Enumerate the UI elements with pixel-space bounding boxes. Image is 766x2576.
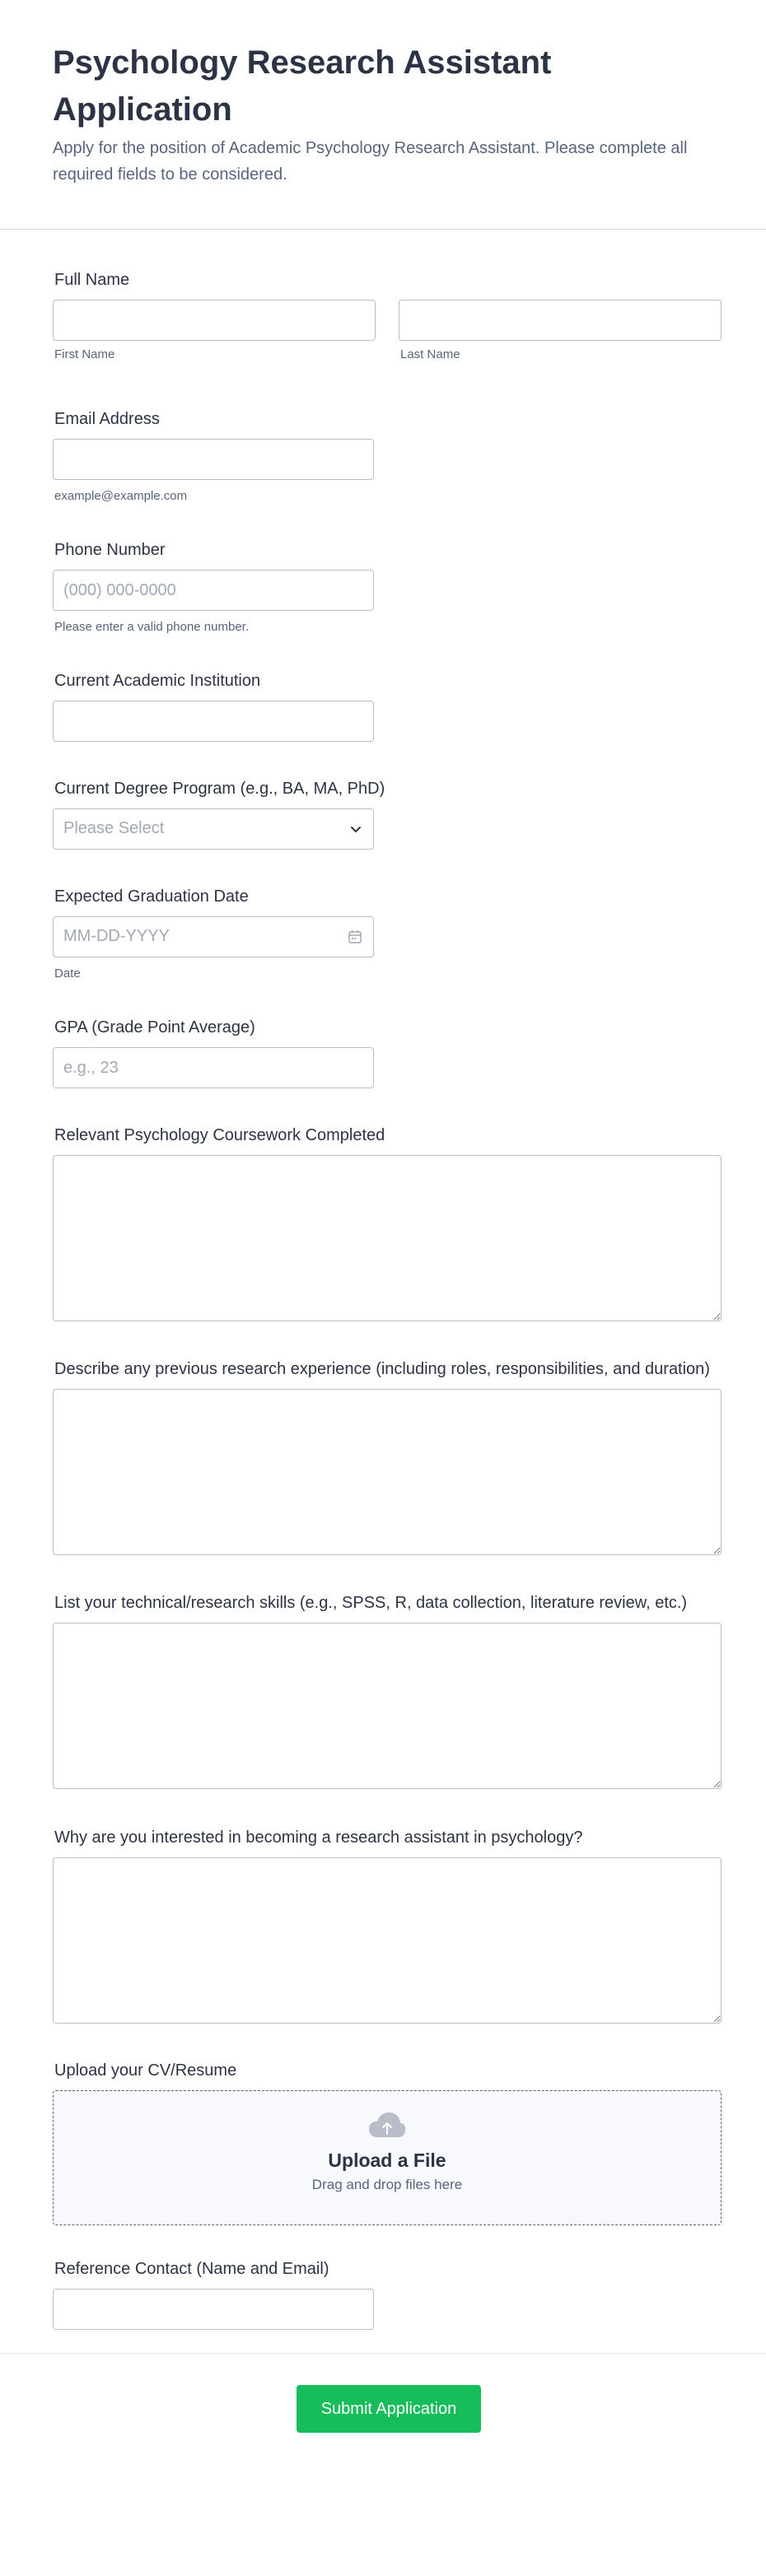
last-name-sublabel: Last Name bbox=[400, 347, 460, 361]
graduation-date-input[interactable] bbox=[53, 916, 374, 957]
cv-field bbox=[53, 2060, 720, 2225]
first-name-input[interactable] bbox=[53, 300, 376, 341]
skills-label: List your technical/research skills (e.g., SPSS, R, data collection, literature review, etc.) bbox=[54, 1594, 688, 1612]
page-subtitle: Apply for the position of Academic Psychology Research Assistant. Please complete all required fields to be considered. bbox=[53, 139, 688, 184]
upload-title: Upload a File bbox=[328, 2150, 446, 2171]
degree-select[interactable] bbox=[53, 808, 374, 850]
institution-label: Current Academic Institution bbox=[54, 672, 261, 690]
email-label: Email Address bbox=[54, 410, 160, 428]
full-name-label: Full Name bbox=[54, 271, 130, 289]
skills-textarea[interactable] bbox=[53, 1623, 722, 1789]
interest-label: Why are you interested in becoming a research assistant in psychology? bbox=[54, 1828, 583, 1847]
graduation-sublabel: Date bbox=[54, 967, 81, 981]
experience-textarea[interactable] bbox=[53, 1389, 722, 1555]
phone-field bbox=[53, 539, 720, 636]
institution-field bbox=[53, 670, 720, 742]
first-name-sublabel: First Name bbox=[54, 347, 115, 361]
cloud-upload-icon bbox=[367, 2111, 407, 2140]
form-footer bbox=[0, 2353, 766, 2476]
upload-subtitle: Drag and drop files here bbox=[311, 2177, 463, 2192]
last-name-input[interactable] bbox=[399, 300, 722, 341]
skills-field bbox=[53, 1593, 720, 1789]
full-name-field bbox=[53, 269, 720, 378]
chevron-down-icon bbox=[348, 822, 363, 836]
graduation-date-placeholder: MM-DD-YYYY bbox=[63, 927, 170, 945]
institution-input[interactable] bbox=[53, 701, 374, 742]
gpa-input[interactable] bbox=[53, 1047, 374, 1088]
coursework-field bbox=[53, 1125, 720, 1321]
submit-button[interactable]: Submit Application bbox=[297, 2385, 481, 2433]
interest-textarea[interactable] bbox=[53, 1857, 722, 2024]
email-input[interactable] bbox=[53, 439, 374, 480]
cv-upload-dropzone[interactable] bbox=[53, 2090, 722, 2225]
graduation-label: Expected Graduation Date bbox=[54, 887, 249, 906]
graduation-field bbox=[53, 886, 720, 982]
gpa-field bbox=[53, 1017, 720, 1088]
page-title: Psychology Research Assistant Application bbox=[53, 44, 552, 128]
email-field bbox=[53, 408, 720, 505]
form-header bbox=[0, 0, 766, 230]
interest-field bbox=[53, 1827, 720, 2024]
experience-field bbox=[53, 1359, 720, 1555]
application-form bbox=[0, 269, 766, 2330]
degree-select-value: Please Select bbox=[63, 819, 165, 837]
reference-label: Reference Contact (Name and Email) bbox=[54, 2260, 329, 2278]
phone-input[interactable] bbox=[53, 570, 374, 611]
reference-input[interactable] bbox=[53, 2289, 374, 2330]
coursework-label: Relevant Psychology Coursework Completed bbox=[54, 1126, 385, 1144]
phone-sublabel: Please enter a valid phone number. bbox=[54, 620, 249, 634]
calendar-icon[interactable] bbox=[347, 929, 363, 945]
email-sublabel: example@example.com bbox=[54, 489, 188, 503]
degree-label: Current Degree Program (e.g., BA, MA, PhD) bbox=[54, 780, 385, 798]
gpa-label: GPA (Grade Point Average) bbox=[54, 1018, 255, 1036]
phone-label: Phone Number bbox=[54, 541, 166, 559]
experience-label: Describe any previous research experience (including roles, responsibilities, and duration) bbox=[54, 1360, 710, 1378]
cv-label: Upload your CV/Resume bbox=[54, 2061, 237, 2080]
coursework-textarea[interactable] bbox=[53, 1155, 722, 1321]
degree-field bbox=[53, 778, 720, 850]
reference-field bbox=[53, 2258, 720, 2330]
